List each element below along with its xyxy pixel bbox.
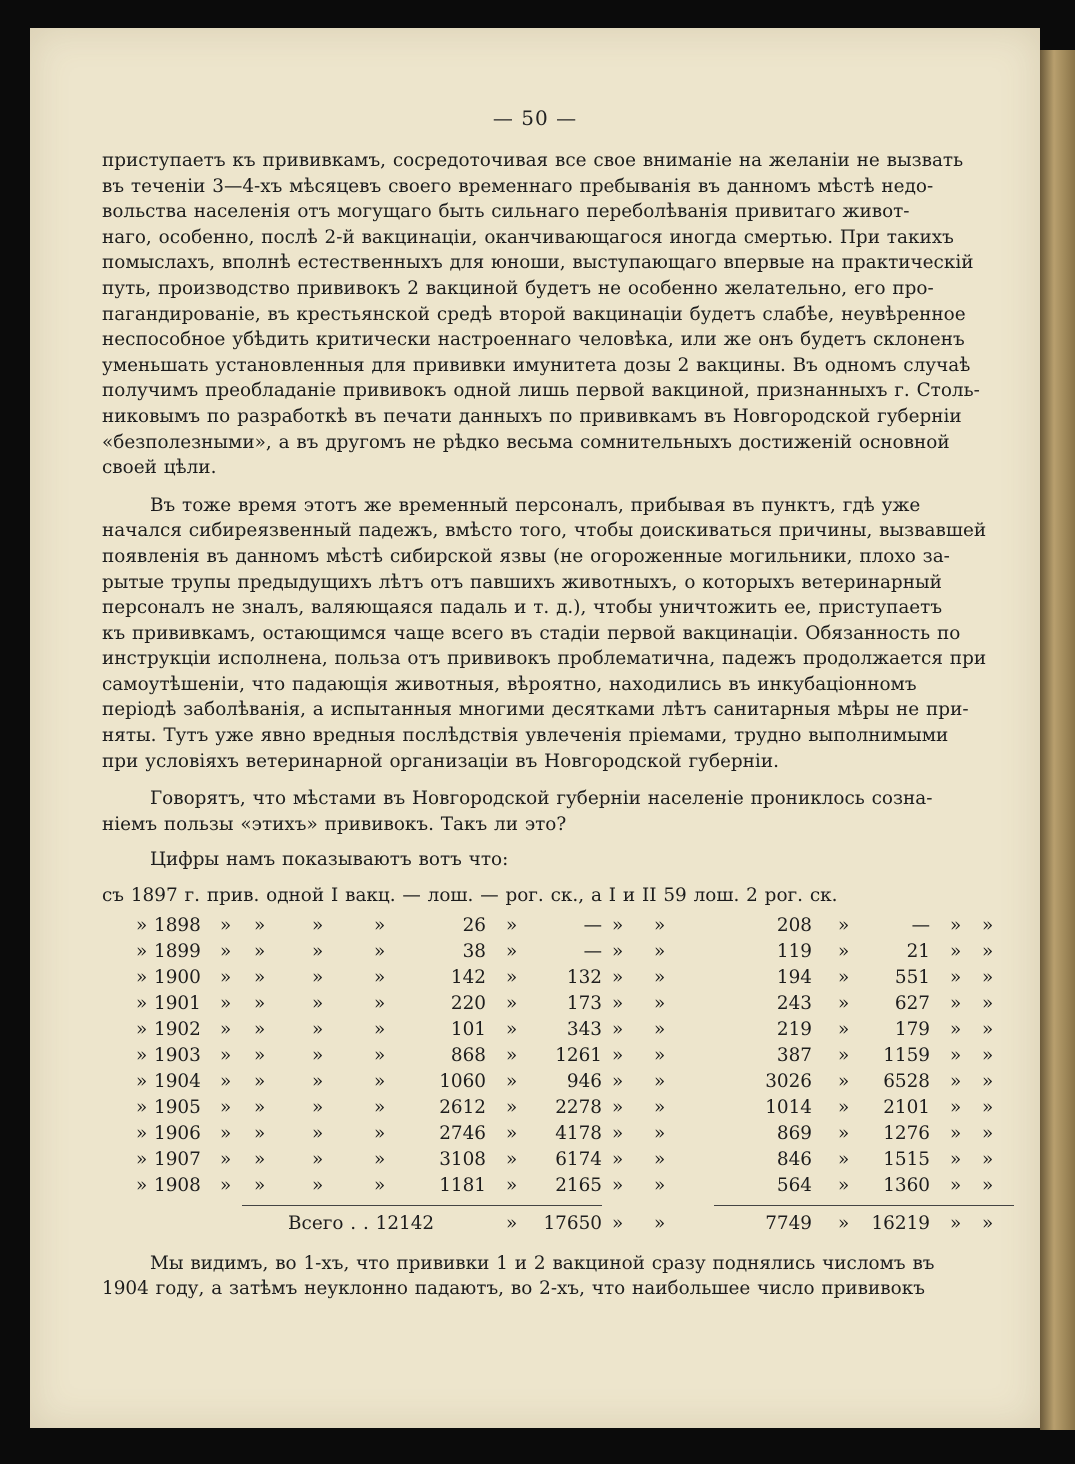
- horses-first-vaccine-cell: 101: [450, 1018, 486, 1040]
- ditto-mark: »: [374, 966, 386, 988]
- ditto-mark: »: [982, 1174, 994, 1196]
- ditto-mark: »: [838, 1148, 850, 1170]
- cattle-both-vaccines-cell: 1276: [883, 1122, 930, 1144]
- ditto-mark: »: [220, 992, 232, 1014]
- ditto-mark: »: [312, 914, 324, 936]
- text-line: «безполезными», а въ другомъ не рѣдко весьма сомнительныхъ достиженій основной: [102, 431, 950, 453]
- ditto-mark: »: [950, 940, 962, 962]
- ditto-mark: »: [374, 940, 386, 962]
- cattle-first-vaccine-cell: 946: [566, 1070, 602, 1092]
- cattle-both-vaccines-cell: 627: [894, 992, 930, 1014]
- ditto-mark: »: [374, 1148, 386, 1170]
- text-line: никовымъ по разработкѣ въ печати данныхъ по прививкамъ въ Новгородской губерніи: [102, 405, 962, 427]
- ditto-mark: »: [654, 940, 666, 962]
- ditto-mark: »: [612, 966, 624, 988]
- text-line: няты. Тутъ уже явно вредныя послѣдствія увлеченія пріемами, трудно выполнимыми: [102, 725, 949, 747]
- ditto-mark: »: [506, 1070, 518, 1092]
- ditto-mark: »: [312, 966, 324, 988]
- ditto-mark: »: [254, 1018, 266, 1040]
- ditto-mark: »: [838, 1174, 850, 1196]
- ditto-mark: »: [254, 966, 266, 988]
- ditto-mark: »: [612, 1018, 624, 1040]
- ditto-mark: »: [950, 1212, 962, 1234]
- ditto-mark: »: [982, 1212, 994, 1234]
- ditto-mark: »: [654, 1122, 666, 1144]
- ditto-mark: »: [220, 1044, 232, 1066]
- vaccination-table: [102, 913, 1046, 1237]
- total-cattle-first-vaccine: 17650: [543, 1212, 602, 1234]
- ditto-mark: »: [220, 1018, 232, 1040]
- ditto-mark: »: [950, 914, 962, 936]
- ditto-mark: »: [312, 1122, 324, 1144]
- text-line: самоутѣшеніи, что падающія животныя, вѣроятно, находились въ инкубаціонномъ: [102, 673, 917, 695]
- text-line: наго, особенно, послѣ 2-й вакцинаціи, оканчивающагося иногда смертью. При такихъ: [102, 226, 954, 248]
- text-line: Мы видимъ, во 1-хъ, что прививки 1 и 2 вакциной сразу поднялись числомъ въ: [150, 1252, 935, 1274]
- text-line: получимъ преобладаніе прививокъ одной лишь первой вакциной, признанныхъ г. Столь-: [102, 380, 980, 402]
- ditto-mark: »: [838, 1044, 850, 1066]
- ditto-mark: »: [220, 1096, 232, 1118]
- ditto-mark: »: [136, 1070, 148, 1092]
- ditto-mark: »: [654, 966, 666, 988]
- text-line: 1904 году, а затѣмъ неуклонно падаютъ, во 2-хъ, что наибольшее число прививокъ: [102, 1278, 925, 1300]
- text-line: приступаетъ къ прививкамъ, сосредоточивая все свое вниманіе на желаніи не вызвать: [102, 150, 964, 171]
- ditto-mark: »: [136, 1044, 148, 1066]
- ditto-mark: »: [612, 992, 624, 1014]
- text-line: неспособное убѣдить критически настроеннаго человѣка, или же онъ будетъ склоненъ: [102, 329, 965, 351]
- text-line: къ прививкамъ, остающимся чаще всего въ стадіи первой вакцинаціи. Обязанность по: [102, 622, 961, 644]
- ditto-mark: »: [612, 1174, 624, 1196]
- cattle-both-vaccines-cell: 1159: [883, 1044, 930, 1066]
- table-row: [102, 1095, 1046, 1121]
- ditto-mark: »: [982, 992, 994, 1014]
- ditto-mark: »: [374, 1044, 386, 1066]
- cattle-first-vaccine-cell: 2165: [555, 1174, 602, 1196]
- ditto-mark: »: [374, 1122, 386, 1144]
- year-cell: 1905: [154, 1096, 201, 1118]
- cattle-both-vaccines-cell: 1360: [883, 1174, 930, 1196]
- ditto-mark: »: [136, 992, 148, 1014]
- ditto-mark: »: [254, 1044, 266, 1066]
- horses-both-vaccines-cell: 194: [776, 966, 812, 988]
- ditto-mark: »: [612, 914, 624, 936]
- ditto-mark: »: [506, 966, 518, 988]
- ditto-mark: »: [950, 1148, 962, 1170]
- total-horses-both-vaccines: 7749: [765, 1212, 812, 1234]
- horses-first-vaccine-cell: 26: [462, 914, 486, 936]
- ditto-mark: »: [506, 1018, 518, 1040]
- table-row: [102, 1147, 1046, 1173]
- ditto-mark: »: [220, 1070, 232, 1092]
- ditto-mark: »: [838, 1096, 850, 1118]
- horses-both-vaccines-cell: 3026: [765, 1070, 812, 1092]
- cattle-first-vaccine-cell: 173: [566, 992, 602, 1014]
- ditto-mark: »: [254, 914, 266, 936]
- ditto-mark: »: [838, 1212, 850, 1234]
- table-row: [102, 1069, 1046, 1095]
- year-cell: 1898: [154, 914, 201, 936]
- table-row: [102, 1173, 1046, 1199]
- total-rule: [102, 1199, 1046, 1211]
- ditto-mark: »: [136, 914, 148, 936]
- ditto-mark: »: [312, 1070, 324, 1092]
- ditto-mark: »: [982, 1122, 994, 1144]
- ditto-mark: »: [654, 992, 666, 1014]
- ditto-mark: »: [654, 1148, 666, 1170]
- ditto-mark: »: [374, 992, 386, 1014]
- table-row: [102, 965, 1046, 991]
- ditto-mark: »: [254, 992, 266, 1014]
- text-line: появленія въ данномъ мѣстѣ сибирской язвы (не огороженные могильники, плохо за-: [102, 545, 950, 567]
- text-line: періодѣ заболѣванія, а испытанныя многими десятками лѣтъ санитарныя мѣры не при-: [102, 699, 969, 721]
- cattle-both-vaccines-cell: —: [911, 914, 930, 936]
- horses-both-vaccines-cell: 869: [776, 1122, 812, 1144]
- ditto-mark: »: [654, 1096, 666, 1118]
- ditto-mark: »: [654, 914, 666, 936]
- ditto-mark: »: [136, 966, 148, 988]
- horses-both-vaccines-cell: 219: [776, 1018, 812, 1040]
- ditto-mark: »: [506, 1174, 518, 1196]
- ditto-mark: »: [312, 992, 324, 1014]
- ditto-mark: »: [312, 1148, 324, 1170]
- ditto-mark: »: [654, 1174, 666, 1196]
- text-line: Въ тоже время этотъ же временный персоналъ, прибывая въ пунктъ, гдѣ уже: [150, 494, 921, 516]
- text-line: при условіяхъ ветеринарной организаціи въ Новгородской губерніи.: [102, 750, 779, 772]
- ditto-mark: »: [838, 940, 850, 962]
- text-line: путь, производство прививокъ 2 вакциной будетъ не особенно желательно, его про-: [102, 277, 934, 299]
- text-line: въ теченіи 3—4-хъ мѣсяцевъ своего временнаго пребыванія въ данномъ мѣстѣ недо-: [102, 175, 934, 197]
- ditto-mark: »: [254, 940, 266, 962]
- ditto-mark: »: [374, 1174, 386, 1196]
- year-cell: 1899: [154, 940, 201, 962]
- horses-first-vaccine-cell: 220: [450, 992, 486, 1014]
- ditto-mark: »: [312, 940, 324, 962]
- text-line: помыслахъ, вполнѣ естественныхъ для юноши, выступающаго впервые на практическій: [102, 252, 974, 274]
- ditto-mark: »: [950, 966, 962, 988]
- ditto-mark: »: [136, 1148, 148, 1170]
- ditto-mark: »: [506, 992, 518, 1014]
- ditto-mark: »: [982, 1148, 994, 1170]
- horses-first-vaccine-cell: 2612: [439, 1096, 486, 1118]
- ditto-mark: »: [506, 1122, 518, 1144]
- ditto-mark: »: [838, 1070, 850, 1092]
- total-row: [102, 1211, 1046, 1237]
- ditto-mark: »: [506, 940, 518, 962]
- table-intro: Цифры намъ показываютъ вотъ что:: [150, 849, 509, 871]
- ditto-mark: »: [254, 1148, 266, 1170]
- horses-first-vaccine-cell: 38: [462, 940, 486, 962]
- ditto-mark: »: [612, 1148, 624, 1170]
- ditto-mark: »: [254, 1070, 266, 1092]
- ditto-mark: »: [612, 1044, 624, 1066]
- paragraph-3: [102, 786, 1046, 837]
- ditto-mark: »: [374, 1018, 386, 1040]
- horses-first-vaccine-cell: 868: [450, 1044, 486, 1066]
- table-row: [102, 1017, 1046, 1043]
- year-cell: 1903: [154, 1044, 201, 1066]
- year-cell: 1902: [154, 1018, 201, 1040]
- ditto-mark: »: [506, 1096, 518, 1118]
- cattle-first-vaccine-cell: —: [583, 914, 602, 936]
- ditto-mark: »: [950, 1070, 962, 1092]
- year-cell: 1907: [154, 1148, 201, 1170]
- ditto-mark: »: [506, 914, 518, 936]
- table-row: [102, 939, 1046, 965]
- horses-both-vaccines-cell: 387: [776, 1044, 812, 1066]
- cattle-both-vaccines-cell: 2101: [883, 1096, 930, 1118]
- rule-line: [242, 1205, 602, 1206]
- horses-both-vaccines-cell: 243: [776, 992, 812, 1014]
- ditto-mark: »: [136, 1096, 148, 1118]
- ditto-mark: »: [506, 1044, 518, 1066]
- year-cell: 1901: [154, 992, 201, 1014]
- cattle-first-vaccine-cell: —: [583, 940, 602, 962]
- text-line: пагандированіе, въ крестьянской средѣ второй вакцинаціи будетъ слабѣе, неувѣренное: [102, 303, 966, 325]
- year-cell: 1904: [154, 1070, 201, 1092]
- cattle-first-vaccine-cell: 343: [566, 1018, 602, 1040]
- ditto-mark: »: [506, 1212, 518, 1234]
- horses-both-vaccines-cell: 564: [776, 1174, 812, 1196]
- ditto-mark: »: [136, 940, 148, 962]
- cattle-first-vaccine-cell: 132: [566, 966, 602, 988]
- book-page: [30, 28, 1040, 1428]
- ditto-mark: »: [136, 1018, 148, 1040]
- horses-both-vaccines-cell: 208: [776, 914, 812, 936]
- ditto-mark: »: [982, 1044, 994, 1066]
- ditto-mark: »: [982, 940, 994, 962]
- horses-both-vaccines-cell: 846: [776, 1148, 812, 1170]
- ditto-mark: »: [950, 1174, 962, 1196]
- horses-first-vaccine-cell: 2746: [439, 1122, 486, 1144]
- ditto-mark: »: [220, 914, 232, 936]
- table-header: съ 1897 г. прив. одной I вакц. — лош. — рог. ск., а I и II 59 лош. 2 рог. ск.: [102, 885, 838, 907]
- ditto-mark: »: [136, 1174, 148, 1196]
- ditto-mark: »: [220, 1148, 232, 1170]
- ditto-mark: »: [982, 1070, 994, 1092]
- paragraph-2: [102, 493, 1046, 775]
- cattle-both-vaccines-cell: 1515: [883, 1148, 930, 1170]
- horses-first-vaccine-cell: 1060: [439, 1070, 486, 1092]
- cattle-both-vaccines-cell: 6528: [883, 1070, 930, 1092]
- ditto-mark: »: [982, 966, 994, 988]
- text-line: персоналъ не зналъ, валяющаяся падаль и т. д.), чтобы уничтожить ее, приступаетъ: [102, 597, 943, 619]
- ditto-mark: »: [220, 966, 232, 988]
- horses-first-vaccine-cell: 3108: [439, 1148, 486, 1170]
- text-line: рытые трупы предыдущихъ лѣтъ отъ павшихъ животныхъ, о которыхъ ветеринарный: [102, 571, 942, 593]
- text-line: своей цѣли.: [102, 457, 217, 479]
- ditto-mark: »: [654, 1044, 666, 1066]
- ditto-mark: »: [838, 966, 850, 988]
- text-line: инструкціи исполнена, польза отъ прививокъ проблематична, падежъ продолжается при: [102, 648, 987, 670]
- ditto-mark: »: [950, 1044, 962, 1066]
- ditto-mark: »: [612, 1096, 624, 1118]
- table-row: [102, 913, 1046, 939]
- ditto-mark: »: [838, 914, 850, 936]
- table-row: [102, 1121, 1046, 1147]
- ditto-mark: »: [312, 1044, 324, 1066]
- cattle-first-vaccine-cell: 4178: [555, 1122, 602, 1144]
- ditto-mark: »: [612, 1122, 624, 1144]
- text-line: начался сибиреязвенный падежъ, вмѣсто того, чтобы доискиваться причины, вызвавшей: [102, 520, 987, 542]
- horses-both-vaccines-cell: 1014: [765, 1096, 812, 1118]
- ditto-mark: »: [950, 1096, 962, 1118]
- ditto-mark: »: [612, 1070, 624, 1092]
- ditto-mark: »: [220, 1122, 232, 1144]
- cattle-both-vaccines-cell: 551: [894, 966, 930, 988]
- text-line: ніемъ пользы «этихъ» прививокъ. Такъ ли это?: [102, 813, 567, 835]
- ditto-mark: »: [838, 1122, 850, 1144]
- ditto-mark: »: [374, 1096, 386, 1118]
- cattle-both-vaccines-cell: 179: [894, 1018, 930, 1040]
- cattle-first-vaccine-cell: 2278: [555, 1096, 602, 1118]
- ditto-mark: »: [838, 1018, 850, 1040]
- ditto-mark: »: [950, 1122, 962, 1144]
- year-cell: 1906: [154, 1122, 201, 1144]
- text-line: Говорятъ, что мѣстами въ Новгородской губерніи населеніе прониклось созна-: [150, 788, 933, 810]
- horses-both-vaccines-cell: 119: [776, 940, 812, 962]
- ditto-mark: »: [654, 1018, 666, 1040]
- ditto-mark: »: [220, 940, 232, 962]
- rule-line: [714, 1205, 1014, 1206]
- ditto-mark: »: [374, 1070, 386, 1092]
- table-row: [102, 1043, 1046, 1069]
- ditto-mark: »: [612, 940, 624, 962]
- page-body: [102, 148, 1046, 1302]
- ditto-mark: »: [506, 1148, 518, 1170]
- total-cattle-both-vaccines: 16219: [871, 1212, 930, 1234]
- ditto-mark: »: [612, 1212, 624, 1234]
- page-number: — 50 —: [492, 106, 578, 130]
- ditto-mark: »: [654, 1070, 666, 1092]
- ditto-mark: »: [838, 992, 850, 1014]
- table-row: [102, 991, 1046, 1017]
- year-cell: 1900: [154, 966, 201, 988]
- ditto-mark: »: [220, 1174, 232, 1196]
- ditto-mark: »: [312, 1096, 324, 1118]
- ditto-mark: »: [254, 1122, 266, 1144]
- ditto-mark: »: [312, 1018, 324, 1040]
- ditto-mark: »: [950, 1018, 962, 1040]
- horses-first-vaccine-cell: 142: [450, 966, 486, 988]
- ditto-mark: »: [374, 914, 386, 936]
- text-line: вольства населенія отъ могущаго быть сильнаго переболѣванія привитаго живот-: [102, 201, 910, 223]
- ditto-mark: »: [982, 1018, 994, 1040]
- cattle-first-vaccine-cell: 1261: [555, 1044, 602, 1066]
- cattle-first-vaccine-cell: 6174: [555, 1148, 602, 1170]
- paragraph-1: [102, 148, 1046, 481]
- ditto-mark: »: [982, 914, 994, 936]
- year-cell: 1908: [154, 1174, 201, 1196]
- ditto-mark: »: [950, 992, 962, 1014]
- ditto-mark: »: [312, 1174, 324, 1196]
- ditto-mark: »: [136, 1122, 148, 1144]
- ditto-mark: »: [254, 1096, 266, 1118]
- cattle-both-vaccines-cell: 21: [906, 940, 930, 962]
- ditto-mark: »: [254, 1174, 266, 1196]
- horses-first-vaccine-cell: 1181: [439, 1174, 486, 1196]
- text-line: уменьшать установленныя для прививки имунитета дозы 2 вакцины. Въ одномъ случаѣ: [102, 354, 971, 376]
- ditto-mark: »: [654, 1212, 666, 1234]
- total-label: Всего . . 12142: [288, 1212, 435, 1234]
- ditto-mark: »: [982, 1096, 994, 1118]
